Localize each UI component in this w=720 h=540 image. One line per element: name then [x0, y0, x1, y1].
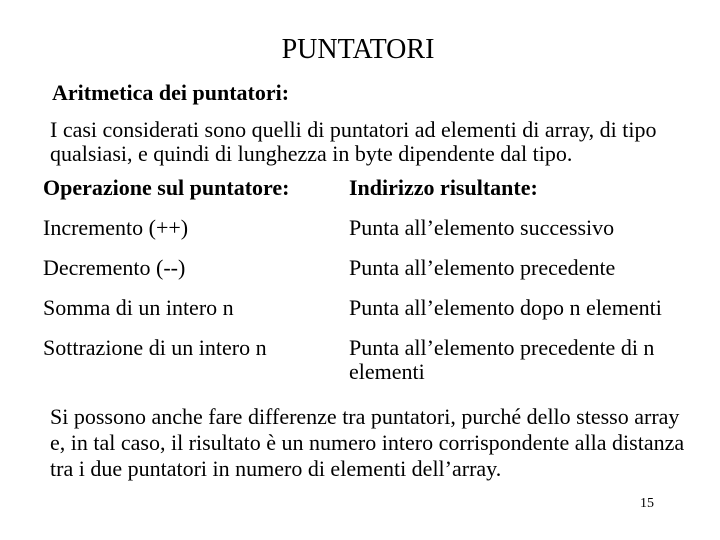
result-cell: Punta all’elemento precedente [349, 255, 616, 280]
header-result: Indirizzo risultante: [349, 175, 538, 200]
operation-cell: Sottrazione di un intero n [43, 335, 267, 360]
result-cell: Punta all’elemento successivo [349, 215, 615, 240]
closing-paragraph: Si possono anche fare differenze tra puntatori, purché dello stesso array e, in tal caso, il risultato è un numero intero corrispondente alla distanza tra i due puntatori in numero di elementi dell’array. [50, 404, 685, 481]
slide-title [0, 34, 720, 66]
page-number: 15 [640, 496, 654, 511]
operations-table [43, 176, 703, 390]
operation-cell: Incremento (++) [43, 215, 189, 240]
operation-cell: Decremento (--) [43, 255, 186, 280]
section-heading: Aritmetica dei puntatori: [52, 80, 290, 105]
table-row [43, 296, 703, 336]
slide-title-text: PUNTATORI [281, 34, 435, 65]
result-cell: Punta all’elemento precedente di n elementi [349, 335, 655, 384]
table-row [43, 336, 703, 390]
table-row [43, 256, 703, 296]
table-row [43, 216, 703, 256]
intro-paragraph: I casi considerati sono quelli di puntatori ad elementi di array, di tipo qualsiasi, e quindi di lunghezza in byte dipendente dal tipo. [50, 117, 657, 166]
operation-cell: Somma di un intero n [43, 295, 234, 320]
result-cell: Punta all’elemento dopo n elementi [349, 295, 662, 320]
table-header-row [43, 176, 703, 216]
header-operation: Operazione sul puntatore: [43, 175, 290, 200]
